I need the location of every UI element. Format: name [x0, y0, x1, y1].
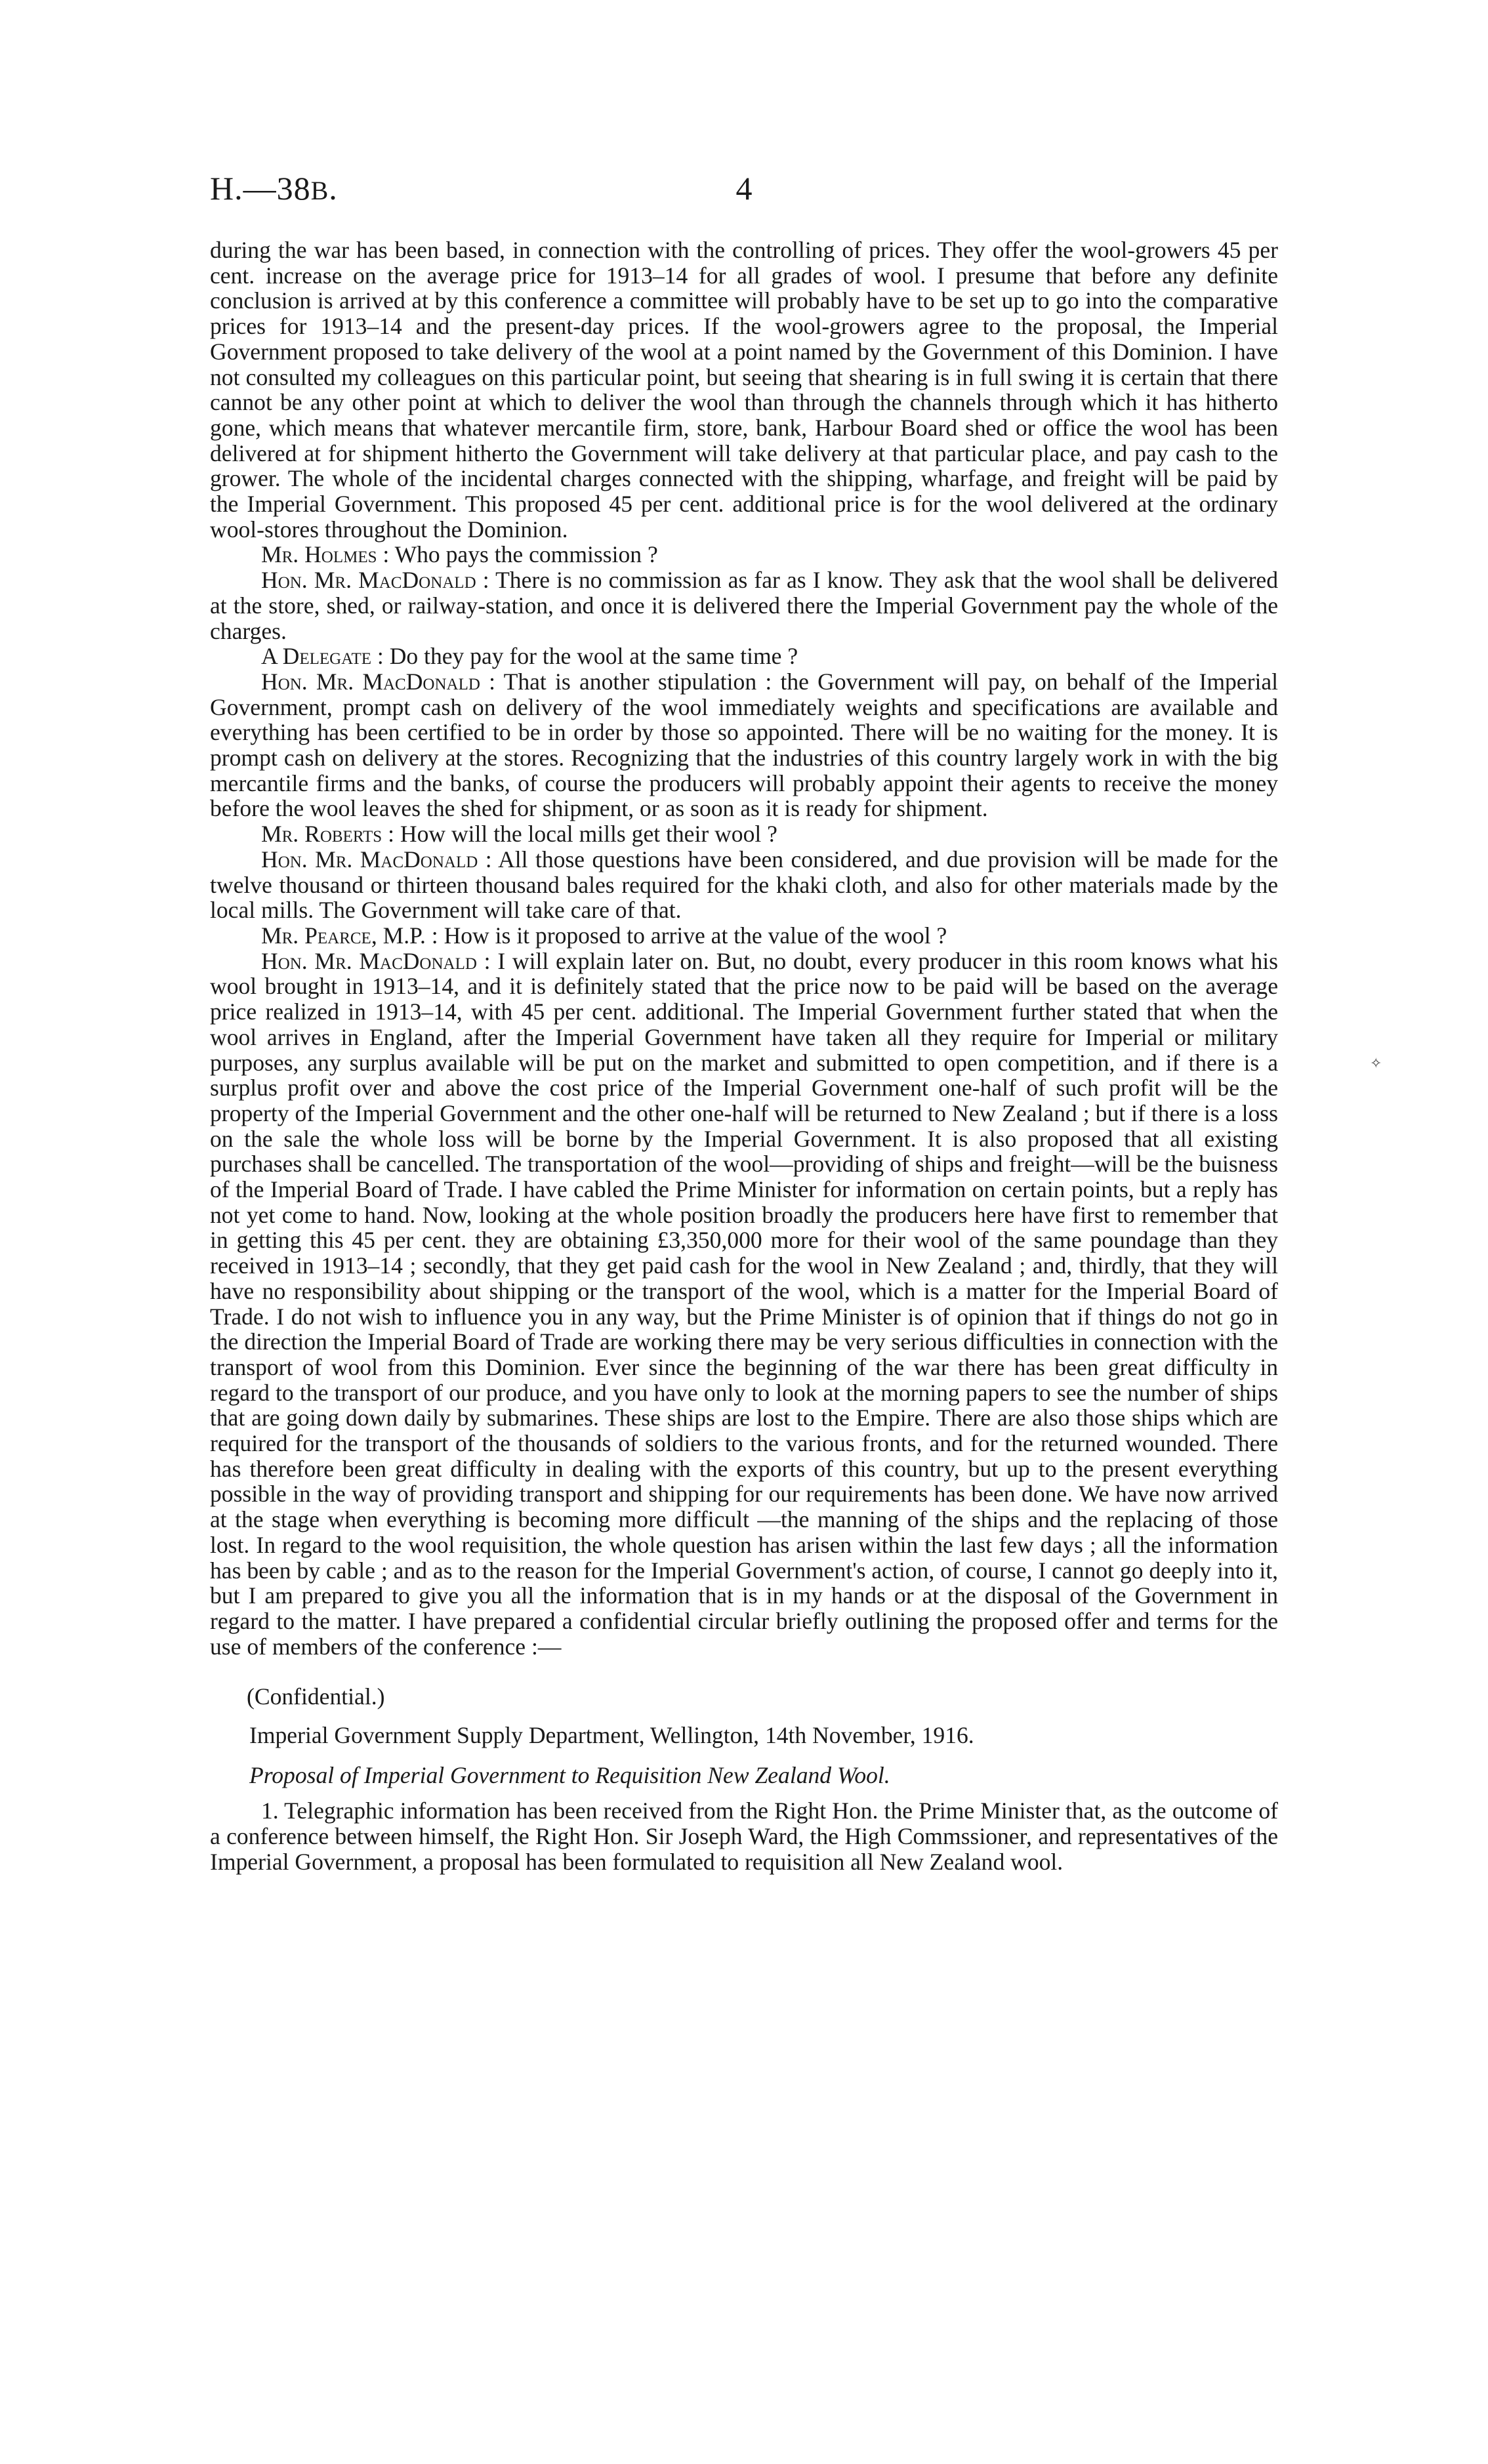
speech-paragraph: Mr. Roberts : How will the local mills get their wool ?: [261, 821, 777, 848]
continued-paragraph: during the war has been based, in connection with the controlling of prices. They offer the wool-growers 45 per cent. increase on the average price for 1913–14 for all grades of wool. I presume that before any definite conclusion is arrived at by this conference a committee will probably have to be set up to go into the comparative prices for 1913–14 and the present-day prices. If the wool-growers agree to the proposal, the Imperial Government proposed to take delivery of the wool at a point named by the Government of this Dominion. I have not consulted my colleagues on this particular point, but seeing that shearing is in full swing it is certain that there cannot be any other point at which to deliver the wool than through the channels through which it has hitherto gone, which means that whatever mercantile firm, store, bank, Harbour Board shed or office the wool has been delivered at for shipment hitherto the Government will take delivery at that particular place, and pay cash to the grower. The whole of the incidental charges connected with the shipping, wharfage, and freight will be paid by the Imperial Government. This proposed 45 per cent. additional price is for the wool delivered at the ordinary wool-stores throughout the Dominion.: [210, 237, 1278, 543]
speech-paragraph: Hon. Mr. MacDonald : There is no commission as far as I know. They ask that the wool shall be delivered at the store, shed, or railway-station, and once it is delivered there the Imperial Government pay the whole of the charges.: [210, 567, 1279, 644]
speaker-name: Hon. Mr. MacDonald: [261, 668, 480, 695]
margin-mark: ✧: [1370, 1055, 1382, 1071]
speaker-name: Mr. Roberts: [261, 821, 382, 848]
speech-paragraph: A Delegate : Do they pay for the wool at the same time ?: [261, 643, 798, 670]
page-number: 4: [735, 170, 753, 207]
speech-text: How is it proposed to arrive at the value of the wool ?: [444, 922, 947, 949]
section-gap: [210, 1748, 1278, 1763]
speaker-name: Hon. Mr. MacDonald: [261, 846, 478, 873]
section-gap: [210, 1788, 1278, 1798]
speaker-name: A Delegate: [261, 643, 372, 670]
speech-paragraph: Hon. Mr. MacDonald : I will explain later on. But, no doubt, every producer in this room knows what his wool brought in 1913–14, and it is definitely stated that the price now to be paid will be based on the average price realized in 1913–14, with 45 per cent. additional. The Imperial Government further stated that when the wool arrives in England, after the Imperial Government have taken all they require for Imperial or military purposes, any surplus available will be put on the market and submitted to open competition, and if there is a surplus profit over and above the cost price of the Imperial Government one-half of such profit will be the property of the Imperial Government and the other one-half will be returned to New Zealand ; but if there is a loss on the sale the whole loss will be borne by the Imperial Government. It is also proposed that all existing purchases shall be cancelled. The transportation of the wool—providing of ships and freight—will be the buisness of the Imperial Board of Trade. I have cabled the Prime Minister for information on certain points, but a reply has not yet come to hand. Now, looking at the whole position broadly the producers here have first to remember that in getting this 45 per cent. they are obtaining £3,350,000 more for their wool of the same poundage than they received in 1913–14 ; secondly, that they get paid cash for the wool in New Zealand ; and, thirdly, that they will have no responsibility about shipping or the transport of the wool, which is a matter for the Imperial Board of Trade. I do not wish to influence you in any way, but the Prime Minister is of opinion that if things do not go in the direction the Imperial Board of Trade are working there may be very serious difficulties in connection with the transport of wool from this Dominion. Ever since the beginning of the war there has been great difficulty in regard to the transport of our produce, and you have only to look at the morning papers to see the number of ships that are going down daily by submarines. These ships are lost to the Empire. There are also those ships which are required for the transport of the thousands of soldiers to the various fronts, and for the returned wounded. There has therefore been great difficulty in dealing with the exports of this country, but up to the present everything possible in the way of providing transport and shipping for our requirements has been done. We have now arrived at the stage when everything is becoming more difficult —the manning of the ships and the replacing of those lost. In regard to the wool requisition, the whole question has arisen within the last few days ; all the information has been by cable ; and as to the reason for the Imperial Government's action, of course, I cannot go deeply into it, but I am prepared to give you all the information that is in my hands or at the disposal of the Government in regard to the matter. I have prepared a confidential circular briefly outlining the proposed offer and terms for the use of members of the conference :—: [210, 947, 1279, 1660]
paper-reference-dot: .: [329, 170, 338, 207]
proposal-title: Proposal of Imperial Government to Requisition New Zealand Wool.: [249, 1761, 890, 1788]
dateline: Imperial Government Supply Department, Wellington, 14th November, 1916.: [249, 1722, 974, 1749]
speaker-name: Hon. Mr. MacDonald: [261, 567, 476, 594]
speech-text: There is no commission as far as I know. They ask that the wool shall be delivered at the store, shed, or railway-station, and once it is delivered there the Imperial Government pay the whole of the charges.: [210, 567, 1279, 644]
speech-text: That is another stipulation : the Government will pay, on behalf of the Imperial Government, prompt cash on delivery of the wool immediately weights and specifications are available and everything has been certified to be in order by those so appointed. There will be no waiting for the money. It is prompt cash on delivery at the stores. Recognizing that the industries of this country largely work in with the big mercantile firms and the banks, of course the producers will probably appoint their agents to receive the money before the wool leaves the shed for shipment, or as soon as it is ready for shipment.: [210, 668, 1278, 822]
confidential-label: (Confidential.): [247, 1683, 385, 1710]
running-head: [210, 169, 1278, 215]
speech-text: All those questions have been considered, and due provision will be made for the twelve thousand or thirteen thousand bales required for the khaki cloth, and also for other materials made by the local mills. The Government will take care of that.: [210, 846, 1279, 924]
speaker-name: Mr. Pearce, M.P.: [261, 922, 426, 949]
section-gap: [210, 1710, 1278, 1723]
paper-reference-suffix: B: [310, 176, 329, 205]
section-gap: [210, 1659, 1278, 1684]
speaker-name: Mr. Holmes: [261, 541, 377, 568]
speech-text: How will the local mills get their wool ?: [400, 821, 777, 848]
speech-paragraph: Hon. Mr. MacDonald : That is another stipulation : the Government will pay, on behalf of the Imperial Government, prompt cash on delivery of the wool immediately weights and specifications are available and everything has been certified to be in order by those so appointed. There will be no waiting for the money. It is prompt cash on delivery at the stores. Recognizing that the industries of this country largely work in with the big mercantile firms and the banks, of course the producers will probably appoint their agents to receive the money before the wool leaves the shed for shipment, or as soon as it is ready for shipment.: [210, 668, 1278, 822]
speech-text: Do they pay for the wool at the same time ?: [389, 643, 798, 670]
proposal-paragraph: 1. Telegraphic information has been received from the Right Hon. the Prime Minister that, as the outcome of a conference between himself, the Right Hon. Sir Joseph Ward, the High Commssioner, and representatives of the Imperial Government, a proposal has been formulated to requisition all New Zealand wool.: [210, 1797, 1278, 1875]
paper-reference-prefix: H.—38: [210, 170, 311, 207]
speech-text: Who pays the commission ?: [394, 541, 658, 568]
speech-paragraph: Mr. Pearce, M.P. : How is it proposed to arrive at the value of the wool ?: [261, 922, 947, 949]
document-body: [210, 237, 1278, 1875]
speaker-name: Hon. Mr. MacDonald: [261, 947, 477, 974]
speech-text: I will explain later on. But, no doubt, every producer in this room knows what his wool brought in 1913–14, and it is definitely stated that the price now to be paid will be based on the average price realized in 1913–14, with 45 per cent. additional. The Imperial Government further stated that when the wool arrives in England, after the Imperial Government have taken all they require for Imperial or military purposes, any surplus available will be put on the market and submitted to open competition, and if there is a surplus profit over and above the cost price of the Imperial Government one-half of such profit will be the property of the Imperial Government and the other one-half will be returned to New Zealand ; but if there is a loss on the sale the whole loss will be borne by the Imperial Government. It is also proposed that all existing purchases shall be cancelled. The transportation of the wool—providing of ships and freight—will be the buisness of the Imperial Board of Trade. I have cabled the Prime Minister for information on certain points, but a reply has not yet come to hand. Now, looking at the whole position broadly the producers here have first to remember that in getting this 45 per cent. they are obtaining £3,350,000 more for their wool of the same poundage than they received in 1913–14 ; secondly, that they get paid cash for the wool in New Zealand ; and, thirdly, that they will have no responsibility about shipping or the transport of the wool, which is a matter for the Imperial Board of Trade. I do not wish to influence you in any way, but the Prime Minister is of opinion that if things do not go in the direction the Imperial Board of Trade are working there may be very serious difficulties in connection with the transport of wool from this Dominion. Ever since the beginning of the war there has been great difficulty in regard to the transport of our produce, and you have only to look at the morning papers to see the number of ships that are going down daily by submarines. These ships are lost to the Empire. There are also those ships which are required for the transport of the thousands of soldiers to the various fronts, and for the returned wounded. There has therefore been great difficulty in dealing with the exports of this country, but up to the present everything possible in the way of providing transport and shipping for our requirements has been done. We have now arrived at the stage when everything is becoming more difficult —the manning of the ships and the replacing of those lost. In regard to the wool requisition, the whole question has arisen within the last few days ; all the information has been by cable ; and as to the reason for the Imperial Government's action, of course, I cannot go deeply into it, but I am prepared to give you all the information that is in my hands or at the disposal of the Government in regard to the matter. I have prepared a confidential circular briefly outlining the proposed offer and terms for the use of members of the conference :—: [210, 947, 1279, 1660]
speech-paragraph: Mr. Holmes : Who pays the commission ?: [261, 541, 658, 568]
speech-paragraph: Hon. Mr. MacDonald : All those questions have been considered, and due provision will be made for the twelve thousand or thirteen thousand bales required for the khaki cloth, and also for other materials made by the local mills. The Government will take care of that.: [210, 846, 1279, 924]
